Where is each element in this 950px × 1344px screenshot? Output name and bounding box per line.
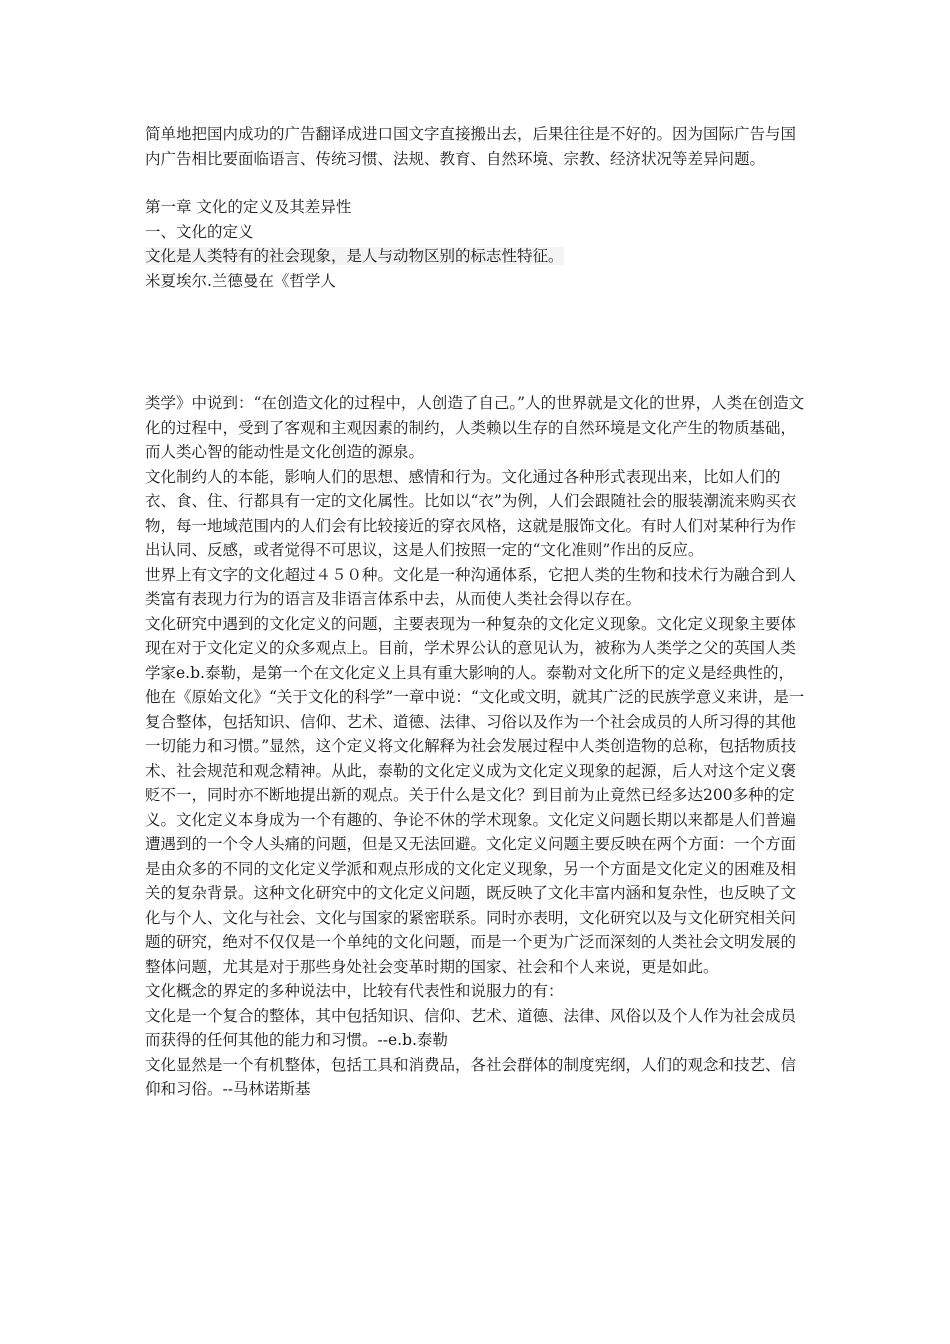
intro-paragraph: 简单地把国内成功的广告翻译成进口国文字直接搬出去，后果往往是不好的。因为国际广告与国内广告相比要面临语言、传统习惯、法规、教育、自然环境、宗教、经济状况等差异问题。 <box>145 125 797 168</box>
paragraph: 文化显然是一个有机整体，包括工具和消费品，各社会群体的制度宪纲，人们的观念和技艺、信仰和习俗。--马林诺斯基 <box>145 1055 797 1098</box>
paragraph: 文化研究中遇到的文化定义的问题，主要表现为一种复杂的文化定义现象。文化定义现象主要体现在对于文化定义的众多观点上。目前，学术界公认的意见认为，被称为人类学之父的英国人类学家e.b.泰勒，是第一个在文化定义上具有重大影响的人。泰勒对文化所下的定义是经典性的，他在《原始文化》“关于文化的科学”一章中说：“文化或文明，就其广泛的民族学意义来讲，是一复合整体，包括知识、信仰、艺术、道德、法律、习俗以及作为一个社会成员的人所习得的其他一切能力和习惯。”显然，这个定义将文化解释为社会发展过程中人类创造物的总称，包括物质技术、社会规范和观念精神。从此，泰勒的文化定义成为文化定义现象的起源，后人对这个定义褒贬不一，同时亦不断地提出新的观点。关于什么是文化？到目前为止竟然已经多达200多种的定义。文化定义本身成为一个有趣的、争论不休的学术现象。文化定义问题长期以来都是人们普遍遭遇到的一个令人头痛的问题，但是又无法回避。文化定义问题主要反映在两个方面：一个方面是由众多的不同的文化定义学派和观点形成的文化定义现象，另一个方面是文化定义的困难及相关的复杂背景。这种文化研究中的文化定义问题，既反映了文化丰富内涵和复杂性，也反映了文化与个人、文化与社会、文化与国家的紧密联系。同时亦表明，文化研究以及与文化研究相关问题的研究，绝对不仅仅是一个单纯的文化问题，而是一个更为广泛而深刻的人类社会文明发展的整体问题，尤其是对于那些身处社会变革时期的国家、社会和个人来说，更是如此。 <box>145 614 805 976</box>
paragraph: 世界上有文字的文化超过４５０种。文化是一种沟通体系，它把人类的生物和技术行为融合到人类富有表现力行为的语言及非语言体系中去，从而使人类社会得以存在。 <box>145 565 797 608</box>
section-title: 一、文化的定义 <box>145 222 254 241</box>
highlighted-text: 文化是人类特有的社会现象，是人与动物区别的标志性特征。 <box>145 247 564 265</box>
paragraph: 文化是一个复合的整体，其中包括知识、信仰、艺术、道德、法律、风俗以及个人作为社会成员而获得的任何其他的能力和习惯。--e.b.泰勒 <box>145 1006 797 1049</box>
page-gap <box>145 293 807 391</box>
spacer <box>145 171 807 195</box>
highlight-sentence <box>145 244 807 269</box>
document-body <box>145 122 807 1102</box>
quote-start: 米夏埃尔.兰德曼在《哲学人 <box>145 271 336 290</box>
chapter-title: 第一章 文化的定义及其差异性 <box>145 198 352 216</box>
paragraph: 类学》中说到：“在创造文化的过程中，人创造了自己。”人的世界就是文化的世界，人类在创造文化的过程中，受到了客观和主观因素的制约，人类赖以生存的自然环境是文化产生的物质基础，而人类心智的能动性是文化创造的源泉。 <box>145 394 805 461</box>
paragraph: 文化制约人的本能，影响人们的思想、感情和行为。文化通过各种形式表现出来，比如人们的衣、食、住、行都具有一定的文化属性。比如以“衣”为例，人们会跟随社会的服装潮流来购买衣物，每一地域范围内的人们会有比较接近的穿衣风格，这就是服饰文化。有时人们对某种行为作出认同、反感，或者觉得不可思议，这是人们按照一定的“文化准则”作出的反应。 <box>145 467 797 559</box>
paragraph: 文化概念的界定的多种说法中，比较有代表性和说服力的有： <box>145 982 564 1000</box>
